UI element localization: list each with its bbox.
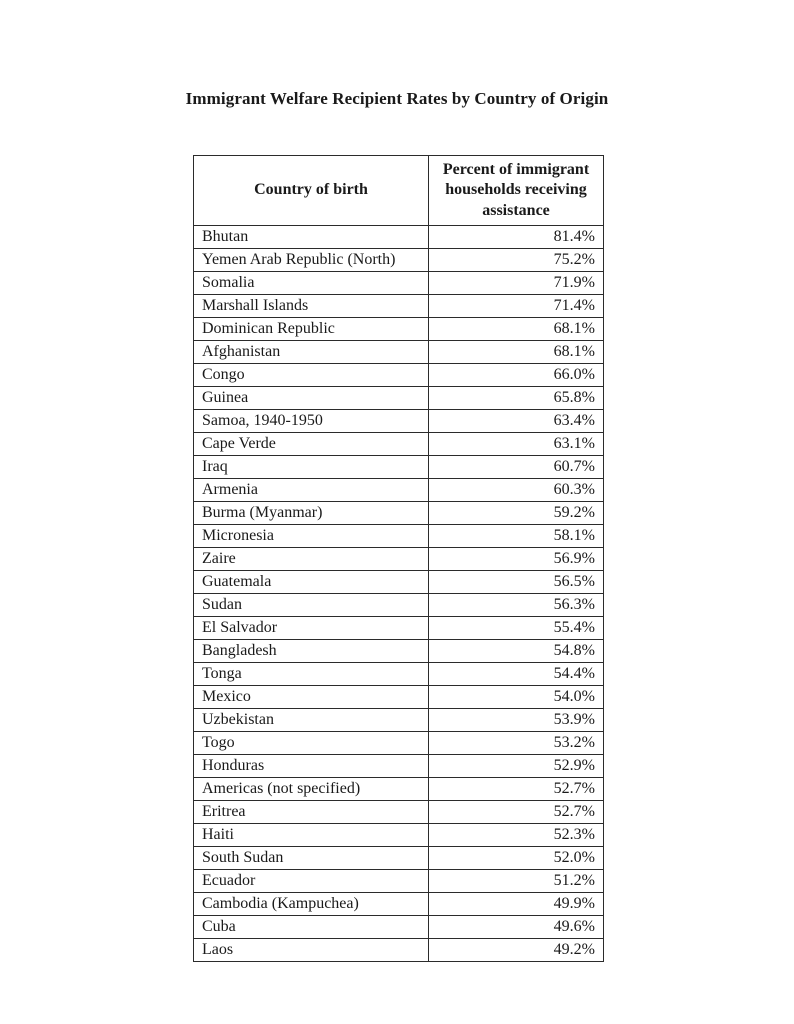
table-row <box>194 318 604 341</box>
table-row <box>194 640 604 663</box>
table-row <box>194 594 604 617</box>
table-row <box>194 479 604 502</box>
percent-cell: 68.1% <box>429 318 604 341</box>
percent-cell: 51.2% <box>429 870 604 893</box>
country-cell: Samoa, 1940-1950 <box>194 410 429 433</box>
percent-cell: 52.7% <box>429 778 604 801</box>
column-header-country: Country of birth <box>194 156 429 226</box>
country-cell: Micronesia <box>194 525 429 548</box>
percent-cell: 56.9% <box>429 548 604 571</box>
table-row <box>194 456 604 479</box>
country-cell: Burma (Myanmar) <box>194 502 429 525</box>
table-row <box>194 387 604 410</box>
table-row <box>194 525 604 548</box>
percent-cell: 59.2% <box>429 502 604 525</box>
country-cell: Guatemala <box>194 571 429 594</box>
percent-cell: 52.0% <box>429 847 604 870</box>
percent-cell: 63.1% <box>429 433 604 456</box>
country-cell: Zaire <box>194 548 429 571</box>
country-cell: Armenia <box>194 479 429 502</box>
country-cell: Dominican Republic <box>194 318 429 341</box>
country-cell: Afghanistan <box>194 341 429 364</box>
table-row <box>194 916 604 939</box>
table-row <box>194 778 604 801</box>
table-row <box>194 364 604 387</box>
country-cell: Marshall Islands <box>194 295 429 318</box>
percent-cell: 55.4% <box>429 617 604 640</box>
country-cell: Somalia <box>194 272 429 295</box>
percent-cell: 75.2% <box>429 249 604 272</box>
percent-cell: 63.4% <box>429 410 604 433</box>
country-cell: Honduras <box>194 755 429 778</box>
table-row <box>194 870 604 893</box>
country-cell: Iraq <box>194 456 429 479</box>
country-cell: South Sudan <box>194 847 429 870</box>
country-cell: Tonga <box>194 663 429 686</box>
percent-cell: 58.1% <box>429 525 604 548</box>
percent-cell: 49.6% <box>429 916 604 939</box>
percent-cell: 52.7% <box>429 801 604 824</box>
percent-cell: 53.9% <box>429 709 604 732</box>
percent-cell: 52.3% <box>429 824 604 847</box>
country-cell: Bangladesh <box>194 640 429 663</box>
percent-cell: 68.1% <box>429 341 604 364</box>
table-row <box>194 502 604 525</box>
table-row <box>194 341 604 364</box>
country-cell: Sudan <box>194 594 429 617</box>
page-title: Immigrant Welfare Recipient Rates by Country of Origin <box>185 89 609 108</box>
percent-cell: 52.9% <box>429 755 604 778</box>
percent-cell: 60.3% <box>429 479 604 502</box>
country-cell: Guinea <box>194 387 429 410</box>
percent-cell: 49.2% <box>429 939 604 962</box>
table-row <box>194 686 604 709</box>
percent-cell: 81.4% <box>429 226 604 249</box>
table-row <box>194 709 604 732</box>
table-row <box>194 824 604 847</box>
welfare-table <box>193 155 604 962</box>
table-row <box>194 249 604 272</box>
table-row <box>194 801 604 824</box>
country-cell: Bhutan <box>194 226 429 249</box>
table-body <box>194 226 604 962</box>
percent-cell: 71.9% <box>429 272 604 295</box>
country-cell: Cuba <box>194 916 429 939</box>
table-row <box>194 226 604 249</box>
percent-cell: 56.3% <box>429 594 604 617</box>
country-cell: Uzbekistan <box>194 709 429 732</box>
country-cell: Ecuador <box>194 870 429 893</box>
table-row <box>194 571 604 594</box>
column-header-percent: Percent of immigrant households receiving assistance <box>429 156 604 226</box>
table-header-row <box>194 156 604 226</box>
country-cell: Congo <box>194 364 429 387</box>
percent-cell: 53.2% <box>429 732 604 755</box>
table-row <box>194 939 604 962</box>
country-cell: Mexico <box>194 686 429 709</box>
country-cell: Cape Verde <box>194 433 429 456</box>
country-cell: Eritrea <box>194 801 429 824</box>
table-row <box>194 410 604 433</box>
percent-cell: 49.9% <box>429 893 604 916</box>
percent-cell: 56.5% <box>429 571 604 594</box>
table-row <box>194 548 604 571</box>
percent-cell: 54.4% <box>429 663 604 686</box>
percent-cell: 54.8% <box>429 640 604 663</box>
country-cell: Laos <box>194 939 429 962</box>
country-cell: Togo <box>194 732 429 755</box>
table-row <box>194 732 604 755</box>
percent-cell: 60.7% <box>429 456 604 479</box>
percent-cell: 66.0% <box>429 364 604 387</box>
table-row <box>194 295 604 318</box>
table-row <box>194 893 604 916</box>
table-row <box>194 847 604 870</box>
percent-cell: 54.0% <box>429 686 604 709</box>
country-cell: Americas (not specified) <box>194 778 429 801</box>
country-cell: Yemen Arab Republic (North) <box>194 249 429 272</box>
percent-cell: 65.8% <box>429 387 604 410</box>
table-row <box>194 755 604 778</box>
table-row <box>194 272 604 295</box>
country-cell: Haiti <box>194 824 429 847</box>
country-cell: Cambodia (Kampuchea) <box>194 893 429 916</box>
country-cell: El Salvador <box>194 617 429 640</box>
table-row <box>194 663 604 686</box>
percent-cell: 71.4% <box>429 295 604 318</box>
table-row <box>194 433 604 456</box>
table-row <box>194 617 604 640</box>
